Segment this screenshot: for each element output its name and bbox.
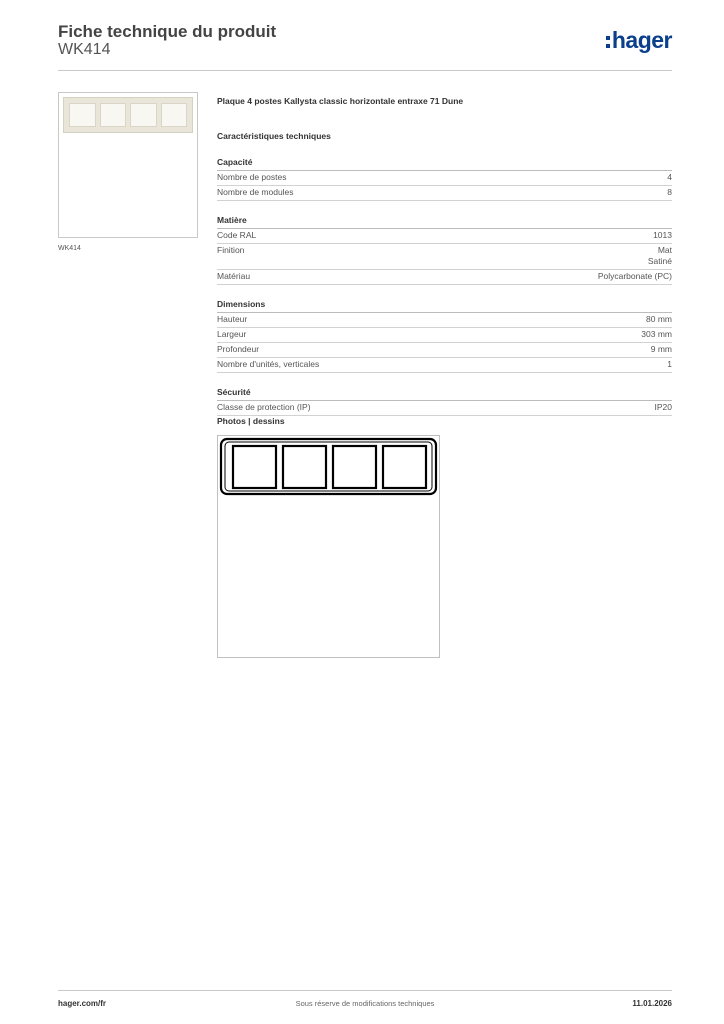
spec-row xyxy=(217,186,672,201)
page-header xyxy=(58,22,672,71)
plate-slot xyxy=(69,103,96,127)
spec-group-matiere xyxy=(217,215,672,285)
technical-drawing xyxy=(217,435,440,658)
spec-row xyxy=(217,328,672,343)
spec-value: 1 xyxy=(667,359,672,369)
spec-group-title: Matière xyxy=(217,215,672,229)
spec-label: Nombre d'unités, verticales xyxy=(217,359,320,369)
spec-group-securite xyxy=(217,387,672,416)
thumbnail-caption: WK414 xyxy=(58,245,81,252)
spec-label: Classe de protection (IP) xyxy=(217,402,311,412)
spec-group-title: Dimensions xyxy=(217,299,672,313)
spec-row xyxy=(217,358,672,373)
plate-slot xyxy=(130,103,157,127)
spec-label: Code RAL xyxy=(217,230,257,240)
spec-group-dimensions xyxy=(217,299,672,373)
logo-colon-icon xyxy=(606,36,610,48)
spec-value: 9 mm xyxy=(650,344,672,354)
spec-row xyxy=(217,343,672,358)
product-reference: WK414 xyxy=(58,41,111,58)
spec-row xyxy=(217,313,672,328)
spec-value: 1013 xyxy=(653,230,672,240)
spec-value-line: Mat xyxy=(657,245,672,255)
spec-label: Matériau xyxy=(217,271,251,281)
spec-value-line: Satiné xyxy=(647,256,672,266)
spec-label: Nombre de postes xyxy=(217,172,287,182)
document-title: Fiche technique du produit xyxy=(58,22,277,41)
plate-slot xyxy=(161,103,188,127)
photos-heading: Photos | dessins xyxy=(217,416,285,426)
spec-group-capacite xyxy=(217,157,672,201)
spec-sheet xyxy=(217,96,672,416)
spec-value: 80 mm xyxy=(646,314,672,324)
spec-row xyxy=(217,171,672,186)
spec-value: 303 mm xyxy=(641,329,672,339)
spec-row xyxy=(217,229,672,244)
spec-value xyxy=(648,245,672,267)
logo-wordmark: hager xyxy=(611,27,672,53)
footer-date: 11.01.2026 xyxy=(632,999,672,1008)
product-name: Plaque 4 postes Kallysta classic horizontale entraxe 71 Dune xyxy=(217,96,464,106)
spec-label: Hauteur xyxy=(217,314,248,324)
spec-label: Profondeur xyxy=(217,344,260,354)
spec-value: 8 xyxy=(667,187,672,197)
hager-logo xyxy=(606,27,672,53)
plate-slot xyxy=(100,103,127,127)
footer-website-link[interactable]: hager.com/fr xyxy=(58,999,107,1008)
footer-notice: Sous réserve de modifications techniques xyxy=(295,999,435,1008)
spec-row xyxy=(217,244,672,270)
page-footer xyxy=(58,990,672,1015)
spec-row xyxy=(217,401,672,416)
plate-image xyxy=(63,97,193,133)
spec-label: Largeur xyxy=(217,329,247,339)
spec-label: Nombre de modules xyxy=(217,187,294,197)
spec-group-title: Sécurité xyxy=(217,387,672,401)
spec-value: 4 xyxy=(667,172,672,182)
spec-value: IP20 xyxy=(654,402,672,412)
product-thumbnail xyxy=(58,92,198,238)
plate-drawing-icon xyxy=(218,436,439,657)
spec-row xyxy=(217,270,672,285)
spec-value: Polycarbonate (PC) xyxy=(597,271,672,281)
spec-label: Finition xyxy=(217,245,245,255)
spec-heading: Caractéristiques techniques xyxy=(217,131,331,141)
spec-group-title: Capacité xyxy=(217,157,672,171)
